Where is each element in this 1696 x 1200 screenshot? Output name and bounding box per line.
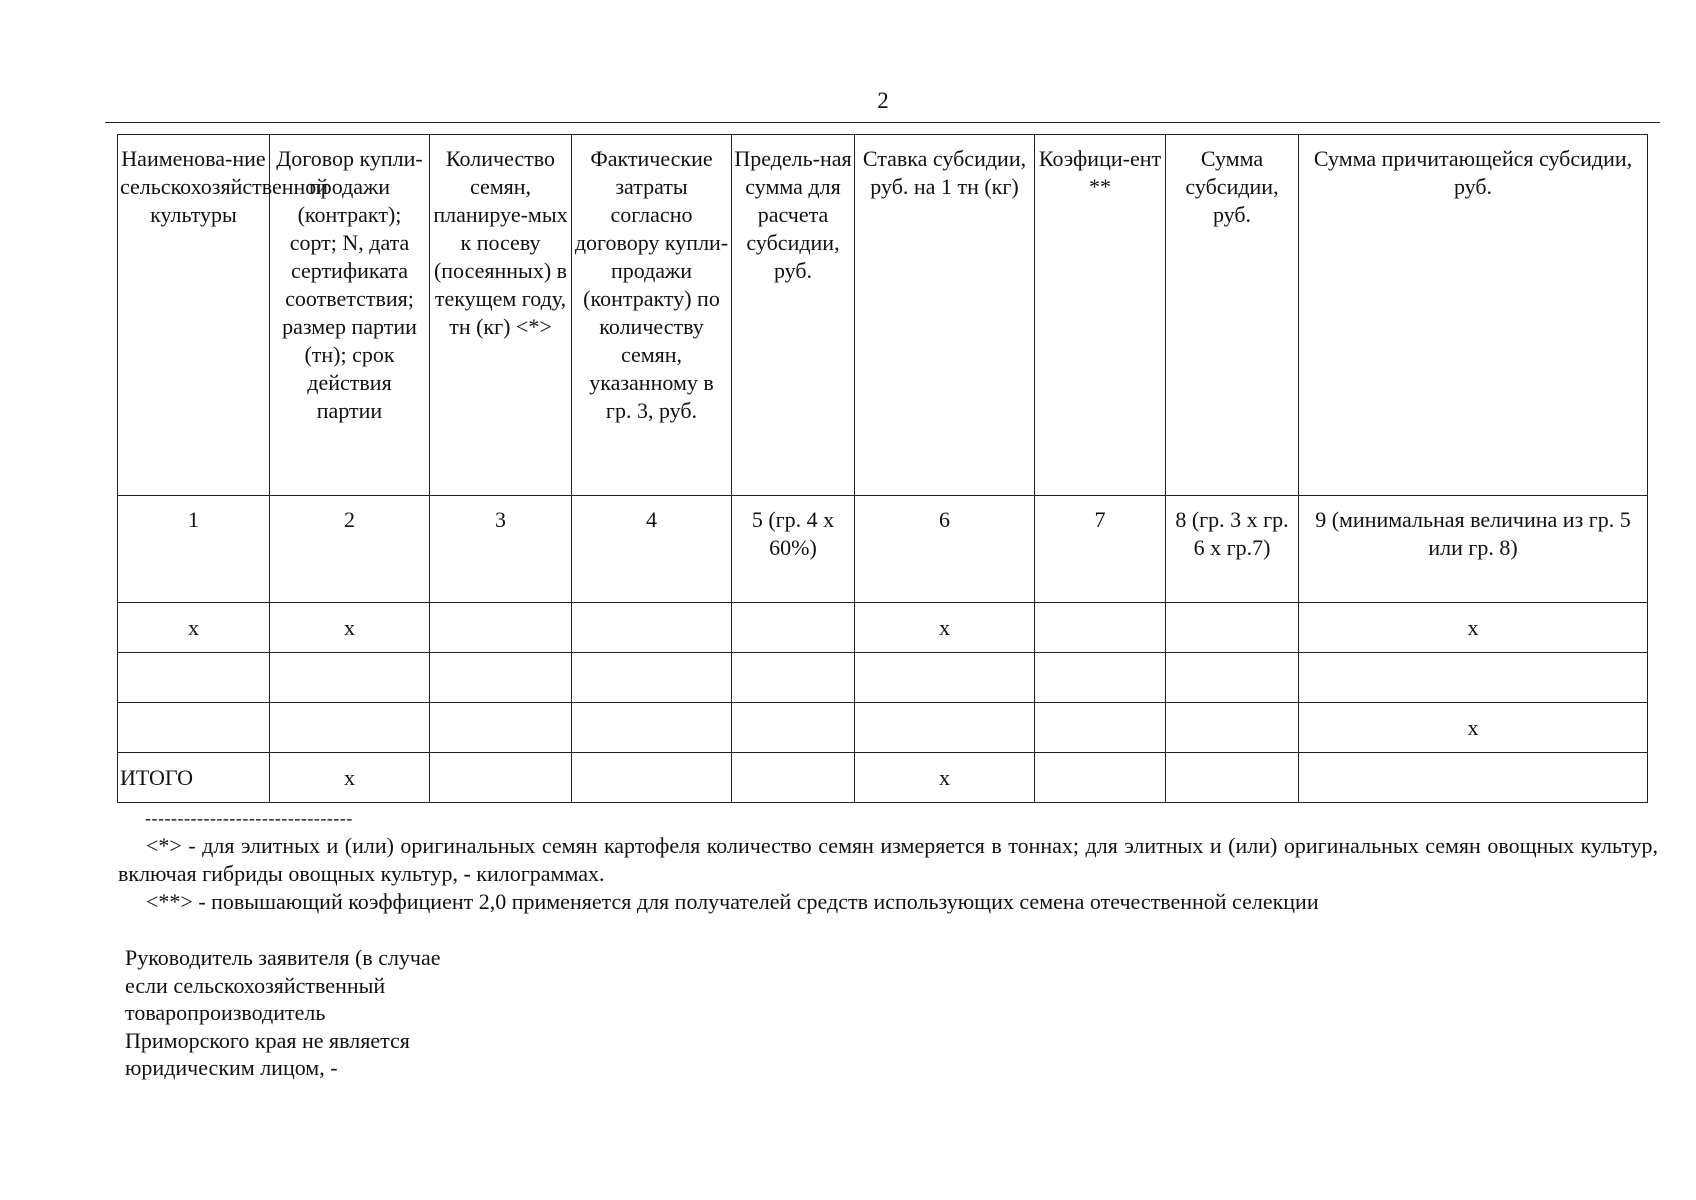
top-rule (105, 122, 1660, 123)
table-cell: х (1299, 603, 1648, 653)
column-number-cell: 6 (855, 496, 1035, 603)
table-cell (430, 753, 572, 803)
table-cell (430, 653, 572, 703)
footnote-2: <**> - повышающий коэффициент 2,0 применяется для получателей средств использующих семена отечественной селекции (146, 889, 1319, 914)
header-cell: Количество семян, планируе-мых к посеву (посеянных) в текущем году, тн (кг) <*> (430, 135, 572, 496)
header-cell: Сумма субсидии, руб. (1166, 135, 1299, 496)
table-cell: х (855, 753, 1035, 803)
table-cell (1035, 703, 1166, 753)
table-cell (855, 703, 1035, 753)
signature-line: если сельскохозяйственный (125, 972, 386, 998)
table-cell (572, 653, 732, 703)
header-cell: Ставка субсидии, руб. на 1 тн (кг) (855, 135, 1035, 496)
column-number-cell: 8 (гр. 3 х гр. 6 х гр.7) (1166, 496, 1299, 603)
column-number-cell: 3 (430, 496, 572, 603)
signature-line: Приморского края не является (125, 1027, 410, 1053)
table-row (118, 703, 1648, 753)
column-number-cell: 4 (572, 496, 732, 603)
table-cell (732, 653, 855, 703)
table-header-row (118, 135, 1648, 496)
signature-line: товаропроизводитель (125, 1000, 326, 1025)
table-cell (430, 703, 572, 753)
table-cell (1299, 653, 1648, 703)
table-cell (732, 753, 855, 803)
table-cell (732, 703, 855, 753)
header-cell: Коэфици-ент ** (1035, 135, 1166, 496)
header-cell: Договор купли-продажи (контракт); сорт; N, дата сертификата соответствия; размер партии (тн); срок действия партии (270, 135, 430, 496)
table-cell (572, 753, 732, 803)
table-cell (1299, 753, 1648, 803)
table-row (118, 603, 1648, 653)
table-cell (1166, 653, 1299, 703)
table-cell (732, 603, 855, 653)
table-row (118, 653, 1648, 703)
column-number-cell: 9 (минимальная величина из гр. 5 или гр. 8) (1299, 496, 1648, 603)
table-cell (270, 653, 430, 703)
header-cell: Сумма причитающейся субсидии, руб. (1299, 135, 1648, 496)
table-cell (1166, 703, 1299, 753)
table-cell (1035, 653, 1166, 703)
table-cell: х (118, 603, 270, 653)
table-cell: х (1299, 703, 1648, 753)
header-cell: Фактические затраты согласно договору купли-продажи (контракту) по количеству семян, указанному в гр. 3, руб. (572, 135, 732, 496)
subsidy-table (117, 134, 1648, 803)
header-cell: Предель-ная сумма для расчета субсидии, руб. (732, 135, 855, 496)
table-cell (430, 603, 572, 653)
signature-block (125, 944, 441, 1082)
table-cell (1166, 603, 1299, 653)
table-cell (1035, 603, 1166, 653)
footnote-1: <*> - для элитных и (или) оригинальных семян картофеля количество семян измеряется в тоннах; для элитных и (или) оригинальных семян овощных культур, включая гибриды овощных культур, - килограммах. (118, 833, 1658, 886)
table-cell (1166, 753, 1299, 803)
table-cell (270, 703, 430, 753)
column-number-cell: 5 (гр. 4 х 60%) (732, 496, 855, 603)
table-cell: х (270, 603, 430, 653)
table-column-numbers-row (118, 496, 1648, 603)
table-cell (118, 703, 270, 753)
table-cell (1035, 753, 1166, 803)
table-cell: х (270, 753, 430, 803)
page-number: 2 (877, 88, 889, 113)
signature-line: Руководитель заявителя (в случае (125, 945, 441, 970)
column-number-cell: 1 (118, 496, 270, 603)
table-cell (572, 603, 732, 653)
signature-line: юридическим лицом, - (125, 1055, 338, 1080)
footnote-separator: -------------------------------- (145, 808, 353, 828)
table-total-row (118, 753, 1648, 803)
table-cell: х (855, 603, 1035, 653)
header-cell: Наименова-ние сельскохозяйственной культуры (118, 135, 270, 496)
table-cell (572, 703, 732, 753)
table-cell (118, 653, 270, 703)
table-cell (855, 653, 1035, 703)
column-number-cell: 2 (270, 496, 430, 603)
column-number-cell: 7 (1035, 496, 1166, 603)
total-label: ИТОГО (118, 753, 270, 803)
